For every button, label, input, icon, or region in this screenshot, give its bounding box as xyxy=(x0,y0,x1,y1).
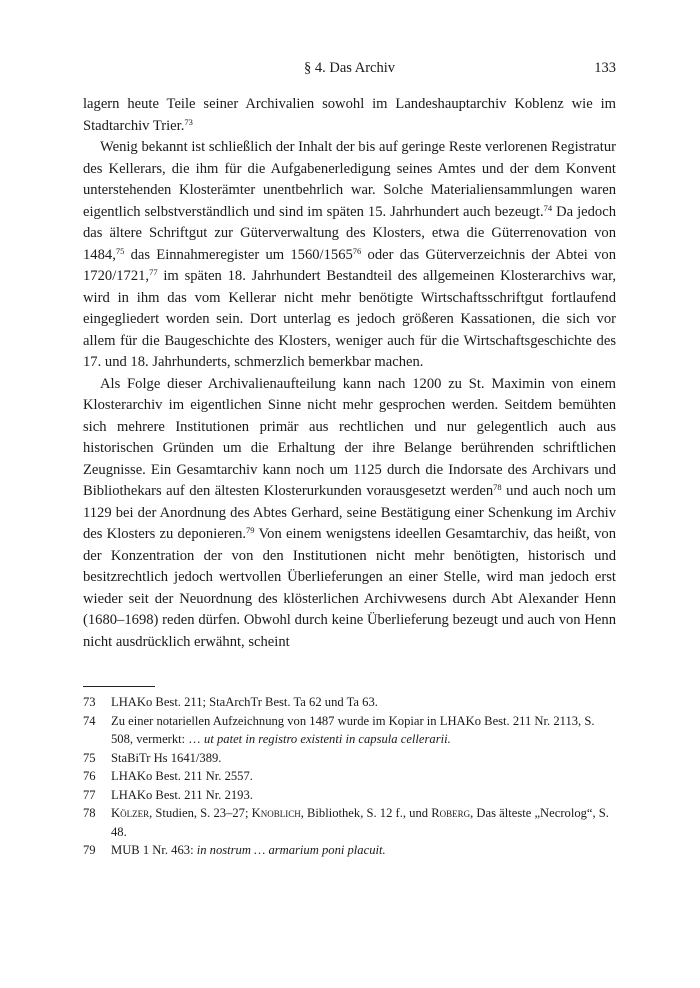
footnote-75: 75 StaBiTr Hs 1641/389. xyxy=(83,750,222,765)
footnote-ref[interactable]: 75 xyxy=(115,245,125,256)
footnote-77: 77 LHAKo Best. 211 Nr. 2193. xyxy=(83,787,253,802)
footnote-74: 74 Zu einer notariellen Aufzeichnung von 1487 wurde im Kopiar in LHAKo Best. 211 Nr. 2113, S. 508, vermerkt: … ut patet in registro existenti in capsula cellerarii. xyxy=(83,713,595,746)
main-text xyxy=(83,94,616,653)
footnote-78: 78 Kölzer, Studien, S. 23–27; Knoblich, Bibliothek, S. 12 f., und Roberg, Das älteste „Necrolog“, S. 48. xyxy=(83,806,609,839)
footnote-73: 73 LHAKo Best. 211; StaArchTr Best. Ta 62 und Ta 63. xyxy=(83,695,378,709)
footnote-ref[interactable]: 74 xyxy=(543,202,553,213)
paragraph-1: lagern heute Teile seiner Archivalien sowohl im Landeshauptarchiv Koblenz wie im Stadtarchiv Trier.$^{73}$ xyxy=(83,96,616,134)
running-header xyxy=(83,60,616,82)
footnote-ref[interactable]: 77 xyxy=(149,267,158,277)
footnote-76: 76 LHAKo Best. 211 Nr. 2557. xyxy=(83,769,253,783)
page-number: 133 xyxy=(594,60,616,76)
footnotes xyxy=(83,693,616,860)
footnote-ref[interactable]: 78 xyxy=(493,482,502,492)
paragraph-2: Wenig bekannt ist schließlich der Inhalt der bis auf geringe Reste verlorenen Registratur des Kellerars, die ihm für die Aufgabenerledigung seines Amtes und der dem Konvent unterstehenden Klosterämter unentbehrlich war. Solche Materialiensammlungen waren eigentlich selbstverständlich und sind im späten 15. Jahrhundert auch bezeugt.$^{74}$ Da jedoch das ältere Schriftgut zur Güterverwaltung des Klosters, etwa die Güterrenovation von 1484,75 das Einnahmeregister um 1560/1565$^{76}$ oder das Güterverzeichnis der Abtei von 1720/1721,77 im späten 18. Jahrhundert Bestandteil des allgemeinen Klosterarchivs war, wird in ihm das vom Kellerar nicht mehr benötigte Wirtschaftsschriftgut fortlaufend eingegliedert worden sein. Dort unterlag es jedoch größeren Kassationen, die sich vor allem für die Baugeschichte des Klosters, weniger auch für die Wirtschaftsgeschichte des 17. und 18. Jahrhunderts, schmerzlich bemerkbar machen. xyxy=(83,139,616,370)
footnote-ref[interactable]: 73 xyxy=(184,116,193,127)
footnote-ref[interactable]: 79 xyxy=(246,525,255,535)
footnote-ref[interactable]: 76 xyxy=(352,245,362,256)
running-title: § 4. Das Archiv xyxy=(303,60,395,76)
footnote-separator xyxy=(83,686,155,687)
footnote-79: 79 MUB 1 Nr. 463: in nostrum … armarium poni placuit. xyxy=(83,843,386,857)
paragraph-3: Als Folge dieser Archivalienaufteilung kann nach 1200 zu St. Maximin von einem Klosterarchiv im eigentlichen Sinne nicht mehr gesprochen werden. Seitdem bemühten sich mehrere Institutionen primär aus rechtlichen und nur gelegentlich auch aus historischen Gründen um die Erhaltung der ihre Belange berührenden schriftlichen Zeugnisse. Ein Gesamtarchiv kann noch um 1125 durch die Indorsate des Archivars und Bibliothekars auf den ältesten Klosterurkunden vorausgesetzt werden$^{78}$ und auch noch um 1129 bei der Anordnung des Abtes Gerhard, seine Bestätigung einer Schenkung im Archiv des Klosters zu deponieren.$^{79}$ Von einem wenigstens ideellen Gesamtarchiv, das heißt, von der Konzentration der von den Institutionen nicht mehr benötigten, historisch und besitzrechtlich jedoch wertvollen Überlieferungen an einer Stelle, wird man jedoch erst wieder seit der Neuordnung des klösterlichen Archivwesens durch Abt Alexander Henn (1680–1698) reden dürfen. Obwohl durch keine Überlieferung bezeugt und auch von Henn nicht ausdrücklich erwähnt, scheint xyxy=(83,375,616,650)
